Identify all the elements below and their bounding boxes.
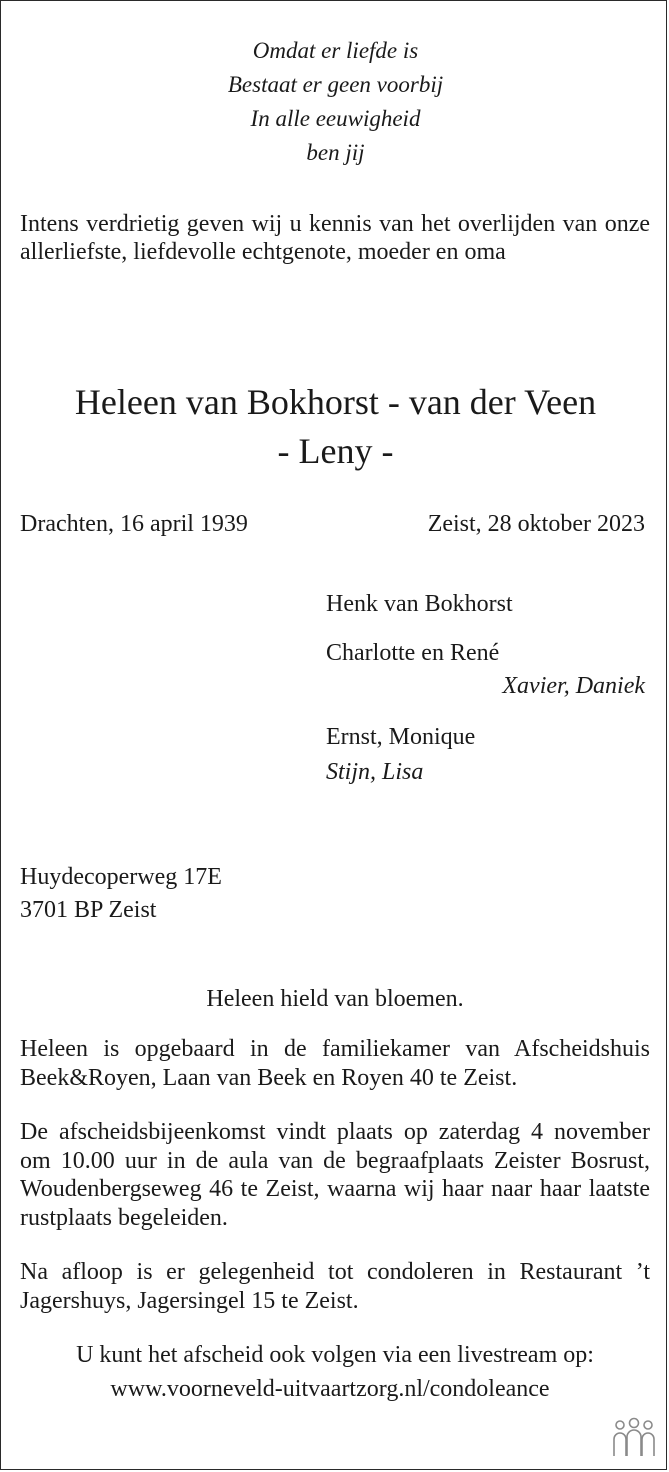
- livestream-intro: U kunt het afscheid ook volgen via een livestream op:: [76, 1342, 594, 1368]
- poem-line-1: Omdat er liefde is: [252, 38, 419, 63]
- deceased-nickname: - Leny -: [277, 431, 394, 471]
- people-group-icon: [612, 1416, 656, 1460]
- death-info: Zeist, 28 oktober 2023: [427, 511, 645, 537]
- family-line-3: Ernst, Monique: [326, 724, 476, 750]
- flowers-note: Heleen hield van bloemen.: [206, 986, 464, 1012]
- family-line-1: Henk van Bokhorst: [326, 591, 513, 617]
- condolence-note: Na afloop is er gelegenheid tot condoleren in Restaurant ’t Jagershuys, Jagersingel 15 te Zeist.: [20, 1259, 650, 1314]
- poem-line-4: ben jij: [306, 140, 365, 165]
- intro-text: Intens verdrietig geven wij u kennis van het overlijden van onze allerliefste, liefdevolle echtgenote, moeder en oma: [20, 211, 650, 265]
- birth-info: Drachten, 16 april 1939: [20, 511, 248, 537]
- poem-line-3: In alle eeuwigheid: [250, 106, 421, 131]
- ceremony-note: De afscheidsbijeenkomst vindt plaats op zaterdag 4 november om 10.00 uur in de aula van de begraafplaats Zeister Bosrust, Woudenbergseweg 46 te Zeist, waarna wij haar naar haar laatste rustplaats begeleiden.: [20, 1119, 650, 1231]
- address-city: 3701 BP Zeist: [20, 897, 157, 923]
- address-street: Huydecoperweg 17E: [20, 864, 222, 890]
- family-line-3-children: Stijn, Lisa: [326, 759, 424, 785]
- laid-out-note: Heleen is opgebaard in de familiekamer van Afscheidshuis Beek&Royen, Laan van Beek en Royen 40 te Zeist.: [20, 1036, 650, 1091]
- family-line-2-children: Xavier, Daniek: [502, 673, 645, 699]
- livestream-url[interactable]: www.voorneveld-uitvaartzorg.nl/condoleance: [110, 1376, 550, 1402]
- poem-line-2: Bestaat er geen voorbij: [227, 72, 444, 97]
- deceased-name: Heleen van Bokhorst - van der Veen: [74, 382, 597, 422]
- family-line-2: Charlotte en René: [326, 640, 500, 666]
